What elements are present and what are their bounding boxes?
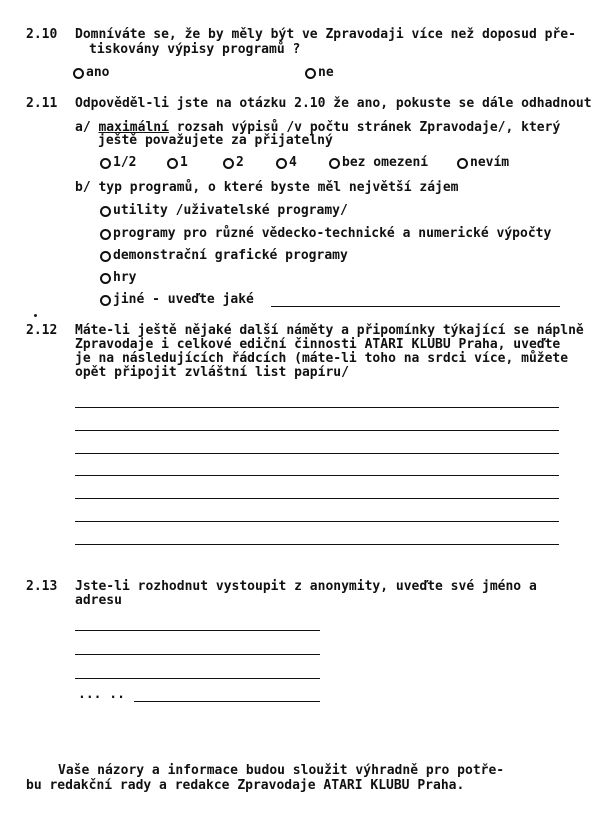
- option-label: 1/2: [113, 155, 137, 170]
- radio-circle-icon[interactable]: [100, 206, 111, 217]
- radio-option-half[interactable]: [100, 156, 136, 169]
- radio-circle-icon[interactable]: [100, 158, 111, 169]
- option-label: ano: [86, 65, 110, 80]
- address-ellipsis: ... ..: [78, 687, 125, 702]
- name-line-2[interactable]: [75, 654, 320, 655]
- answer-line-3[interactable]: [75, 453, 559, 454]
- item-prefix-a: a/: [75, 120, 91, 135]
- radio-circle-icon[interactable]: [457, 158, 468, 169]
- radio-option-scientific[interactable]: [100, 227, 551, 240]
- question-2-11a-rest: rozsah výpisů /v počtu stránek Zpravodaje/, který: [168, 120, 561, 135]
- option-label: 4: [289, 155, 297, 170]
- radio-option-1[interactable]: [167, 156, 188, 169]
- radio-option-graphics[interactable]: [100, 249, 348, 262]
- radio-option-utilities[interactable]: [100, 204, 348, 217]
- option-label: ne: [318, 65, 334, 80]
- question-2-13-line2: adresu: [75, 593, 122, 608]
- radio-circle-icon[interactable]: [100, 251, 111, 262]
- radio-option-ne[interactable]: [305, 66, 334, 79]
- name-line-3[interactable]: [75, 678, 320, 679]
- option-label: hry: [113, 270, 137, 285]
- underlined-word: maximální: [98, 120, 169, 135]
- question-2-11a-line2: ještě považujete za přijatelný: [98, 133, 333, 148]
- option-label: utility /uživatelské programy/: [113, 203, 348, 218]
- option-label: nevím: [470, 155, 510, 170]
- radio-circle-icon[interactable]: [100, 229, 111, 240]
- answer-line-2[interactable]: [75, 430, 559, 431]
- footer-line1: Vaše názory a informace budou sloužit výhradně pro potře-: [58, 763, 505, 778]
- option-label: 2: [236, 155, 244, 170]
- other-answer-line[interactable]: [271, 306, 560, 307]
- question-number-2-11: 2.11: [26, 96, 58, 111]
- answer-line-5[interactable]: [75, 498, 559, 499]
- option-label: jiné - uveďte jaké: [113, 292, 254, 307]
- radio-circle-icon[interactable]: [73, 68, 84, 79]
- radio-circle-icon[interactable]: [100, 273, 111, 284]
- question-number-2-13: 2.13: [26, 579, 58, 594]
- option-label: programy pro různé vědecko-technické a numerické výpočty: [113, 226, 552, 241]
- answer-line-6[interactable]: [75, 521, 559, 522]
- radio-circle-icon[interactable]: [223, 158, 234, 169]
- radio-option-ano[interactable]: [73, 66, 109, 79]
- question-2-12-line2: Zpravodaje i celkové ediční činnosti ATARI KLUBU Praha, uveďte: [75, 337, 561, 352]
- question-2-11b-line: b/ typ programů, o které byste měl největší zájem: [75, 180, 459, 195]
- question-2-10-text-line2: tiskovány výpisy programů ?: [89, 42, 301, 57]
- answer-line-7[interactable]: [75, 544, 559, 545]
- radio-option-unlimited[interactable]: [329, 156, 428, 169]
- radio-option-other[interactable]: [100, 293, 254, 306]
- question-2-12-line1: Máte-li ještě nějaké další náměty a připomínky týkající se náplně: [75, 323, 584, 338]
- option-label: demonstrační grafické programy: [113, 248, 348, 263]
- radio-circle-icon[interactable]: [329, 158, 340, 169]
- radio-option-2[interactable]: [223, 156, 244, 169]
- question-number-2-10: 2.10: [26, 27, 58, 42]
- answer-line-1[interactable]: [75, 407, 559, 408]
- question-number-2-12: 2.12: [26, 323, 58, 338]
- radio-circle-icon[interactable]: [305, 68, 316, 79]
- question-2-12-line3: je na následujících řádcích (máte-li toho na srdci více, můžete: [75, 351, 569, 366]
- option-label: 1: [180, 155, 188, 170]
- radio-circle-icon[interactable]: [276, 158, 287, 169]
- question-2-11-text-line1: Odpověděl-li jste na otázku 2.10 že ano, pokuste se dále odhadnout: [75, 96, 592, 111]
- question-2-12-line4: opět připojit zvláštní list papíru/: [75, 365, 349, 380]
- footer-line2: bu redakční rady a redakce Zpravodaje ATARI KLUBU Praha.: [26, 778, 465, 793]
- option-label: bez omezení: [342, 155, 429, 170]
- margin-dot: [34, 314, 37, 317]
- radio-option-games[interactable]: [100, 271, 136, 284]
- address-line-4[interactable]: [134, 701, 320, 702]
- answer-line-4[interactable]: [75, 475, 559, 476]
- radio-circle-icon[interactable]: [167, 158, 178, 169]
- radio-option-4[interactable]: [276, 156, 297, 169]
- radio-option-dont-know[interactable]: [457, 156, 509, 169]
- name-line-1[interactable]: [75, 630, 320, 631]
- question-2-10-text-line1: Domníváte se, že by měly být ve Zpravodaji více než doposud pře-: [75, 27, 576, 42]
- radio-circle-icon[interactable]: [100, 295, 111, 306]
- question-2-13-line1: Jste-li rozhodnut vystoupit z anonymity, uveďte své jméno a: [75, 579, 537, 594]
